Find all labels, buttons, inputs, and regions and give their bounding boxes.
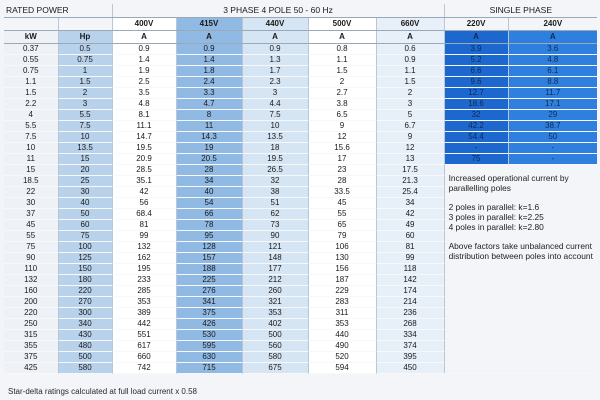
table-cell: 6.7 [376, 121, 444, 132]
table-cell: 355 [4, 341, 58, 352]
table-cell: 425 [4, 363, 58, 374]
unit-header: A [376, 31, 444, 44]
table-cell: 23 [308, 165, 376, 176]
table-cell: 0.8 [308, 44, 376, 55]
table-cell: 480 [58, 341, 112, 352]
table-cell: 580 [58, 363, 112, 374]
table-cell: 440 [308, 330, 376, 341]
table-cell: 1.1 [376, 66, 444, 77]
table-cell: 1.1 [4, 77, 58, 88]
table-cell: 0.9 [242, 44, 308, 55]
note-increased-current: Increased operational current by parallelling poles [448, 173, 569, 193]
table-cell: 285 [112, 286, 176, 297]
parallel-poles-note [444, 165, 597, 374]
table-cell: 0.5 [58, 44, 112, 55]
table-cell: 18 [242, 143, 308, 154]
blank-header [58, 18, 112, 31]
table-cell: 13.5 [242, 132, 308, 143]
table-cell: 212 [242, 275, 308, 286]
table-cell: 15 [4, 165, 58, 176]
table-cell: 142 [376, 275, 444, 286]
table-cell: 3.8 [308, 99, 376, 110]
table-cell: 3 [242, 88, 308, 99]
table-cell: 268 [376, 319, 444, 330]
table-cell: 10 [58, 132, 112, 143]
parallel-factor-line: 3 poles in parallel: k=2.25 [448, 212, 544, 222]
table-cell: 28.5 [112, 165, 176, 176]
table-cell: 580 [242, 352, 308, 363]
table-cell: 40 [58, 198, 112, 209]
table-cell: 54 [176, 198, 242, 209]
table-cell: 45 [308, 198, 376, 209]
table-cell: 1.4 [176, 55, 242, 66]
table-cell: 225 [176, 275, 242, 286]
table-cell: 0.75 [4, 66, 58, 77]
table-cell: 17 [308, 154, 376, 165]
table-cell: 51 [242, 198, 308, 209]
table-cell: 13 [376, 154, 444, 165]
table-cell: 1 [58, 66, 112, 77]
table-cell: 15.6 [308, 143, 376, 154]
table-cell: 1.5 [4, 88, 58, 99]
table-cell: - [508, 154, 597, 165]
table-cell: 17.1 [508, 99, 597, 110]
table-cell: 32 [242, 176, 308, 187]
table-cell: 90 [4, 253, 58, 264]
table-cell: 19.5 [112, 143, 176, 154]
table-cell: 0.6 [376, 44, 444, 55]
table-cell: 2 [308, 77, 376, 88]
rated-power-header: RATED POWER [4, 4, 112, 18]
unit-header: A [508, 31, 597, 44]
table-cell: 1.8 [176, 66, 242, 77]
table-cell: 6.6 [444, 66, 508, 77]
table-cell: 5 [376, 110, 444, 121]
table-cell: 34 [176, 176, 242, 187]
table-cell: - [508, 143, 597, 154]
table-cell: 30 [4, 198, 58, 209]
table-cell: 38.7 [508, 121, 597, 132]
table-cell: 0.55 [4, 55, 58, 66]
table-cell: 4 [4, 110, 58, 121]
table-cell: 18.6 [444, 99, 508, 110]
table-cell: 500 [58, 352, 112, 363]
table-cell: 78 [176, 220, 242, 231]
table-cell: 11.1 [112, 121, 176, 132]
voltage-header: 440V [242, 18, 308, 31]
table-cell: 12 [308, 132, 376, 143]
parallel-factor-line: 2 poles in parallel: k=1.6 [448, 202, 540, 212]
table-cell: 21.3 [376, 176, 444, 187]
voltage-header: 240V [508, 18, 597, 31]
table-cell: 1.1 [308, 55, 376, 66]
table-cell: 45 [4, 220, 58, 231]
table-cell: 2.3 [242, 77, 308, 88]
table-cell: 75 [444, 154, 508, 165]
table-cell: 430 [58, 330, 112, 341]
unit-header: A [444, 31, 508, 44]
table-cell: 79 [308, 231, 376, 242]
table-cell: 340 [58, 319, 112, 330]
table-cell: 530 [176, 330, 242, 341]
single-phase-header: SINGLE PHASE [444, 4, 597, 18]
table-cell: 15 [58, 154, 112, 165]
table-cell: 4.8 [508, 55, 597, 66]
table-cell: 28 [308, 176, 376, 187]
table-cell: 1.5 [308, 66, 376, 77]
table-cell: 3.6 [508, 44, 597, 55]
table-row [4, 132, 597, 143]
table-cell: 4.4 [242, 99, 308, 110]
table-cell: 29 [508, 110, 597, 121]
table-cell: 742 [112, 363, 176, 374]
table-cell: 389 [112, 308, 176, 319]
table-cell: 402 [242, 319, 308, 330]
table-cell: 2.5 [112, 77, 176, 88]
table-row [4, 154, 597, 165]
table-cell: 68.4 [112, 209, 176, 220]
table-cell: 73 [242, 220, 308, 231]
table-cell: 38 [242, 187, 308, 198]
table-row [4, 55, 597, 66]
table-cell: 11 [4, 154, 58, 165]
table-cell: 220 [4, 308, 58, 319]
table-cell: 1.7 [242, 66, 308, 77]
table-cell: 4.8 [112, 99, 176, 110]
table-cell: 150 [58, 264, 112, 275]
table-row [4, 165, 597, 176]
table-cell: 90 [242, 231, 308, 242]
table-cell: 214 [376, 297, 444, 308]
table-cell: 4.7 [176, 99, 242, 110]
table-cell: 17.5 [376, 165, 444, 176]
table-cell: 19.5 [242, 154, 308, 165]
table-cell: 14.7 [112, 132, 176, 143]
table-cell: 32 [444, 110, 508, 121]
table-cell: 28 [176, 165, 242, 176]
table-cell: 321 [242, 297, 308, 308]
unit-header: A [308, 31, 376, 44]
table-cell: 315 [4, 330, 58, 341]
table-cell: 34 [376, 198, 444, 209]
table-cell: 3 [58, 99, 112, 110]
table-cell: 9 [376, 132, 444, 143]
table-cell: 500 [242, 330, 308, 341]
table-cell: 30 [58, 187, 112, 198]
table-cell: 2.2 [4, 99, 58, 110]
unit-header: A [242, 31, 308, 44]
table-cell: 375 [176, 308, 242, 319]
table-cell: 594 [308, 363, 376, 374]
table-cell: 157 [176, 253, 242, 264]
table-cell: 99 [376, 253, 444, 264]
table-cell: 174 [376, 286, 444, 297]
table-cell: 233 [112, 275, 176, 286]
unit-header: Hp [58, 31, 112, 44]
table-cell: 160 [4, 286, 58, 297]
table-cell: 353 [308, 319, 376, 330]
table-cell: 660 [112, 352, 176, 363]
table-cell: 353 [112, 297, 176, 308]
table-row [4, 110, 597, 121]
table-cell: 3.5 [112, 88, 176, 99]
table-cell: 1.9 [112, 66, 176, 77]
table-cell: 715 [176, 363, 242, 374]
table-row [4, 44, 597, 55]
table-cell: 25 [58, 176, 112, 187]
table-cell: 18.5 [4, 176, 58, 187]
table-cell: 229 [308, 286, 376, 297]
table-cell: 200 [4, 297, 58, 308]
table-cell: 595 [176, 341, 242, 352]
table-cell: 8.8 [508, 77, 597, 88]
table-cell: 375 [4, 352, 58, 363]
table-cell: 617 [112, 341, 176, 352]
table-cell: 195 [112, 264, 176, 275]
footnote: Star-delta ratings calculated at full load current x 0.58 [8, 387, 197, 396]
table-cell: 40 [176, 187, 242, 198]
table-cell: 19 [176, 143, 242, 154]
table-cell: 7.5 [4, 132, 58, 143]
table-cell: 260 [242, 286, 308, 297]
table-cell: - [444, 143, 508, 154]
table-cell: 0.9 [176, 44, 242, 55]
table-cell: 300 [58, 308, 112, 319]
table-cell: 128 [176, 242, 242, 253]
table-cell: 0.75 [58, 55, 112, 66]
unit-header: kW [4, 31, 58, 44]
table-cell: 6.1 [508, 66, 597, 77]
table-cell: 148 [242, 253, 308, 264]
table-row [4, 77, 597, 88]
table-cell: 42 [376, 209, 444, 220]
table-cell: 25.4 [376, 187, 444, 198]
table-cell: 60 [58, 220, 112, 231]
table-cell: 20.5 [176, 154, 242, 165]
table-cell: 66 [176, 209, 242, 220]
table-cell: 11.7 [508, 88, 597, 99]
table-cell: 283 [308, 297, 376, 308]
table-cell: 220 [58, 286, 112, 297]
table-cell: 22 [4, 187, 58, 198]
table-cell: 5.5 [58, 110, 112, 121]
table-cell: 5.5 [4, 121, 58, 132]
table-cell: 270 [58, 297, 112, 308]
table-cell: 26.5 [242, 165, 308, 176]
table-cell: 42 [112, 187, 176, 198]
table-cell: 2.7 [308, 88, 376, 99]
table-cell: 42.2 [444, 121, 508, 132]
table-cell: 60 [376, 231, 444, 242]
table-cell: 54.4 [444, 132, 508, 143]
table-cell: 132 [4, 275, 58, 286]
table-cell: 162 [112, 253, 176, 264]
table-cell: 12 [376, 143, 444, 154]
parallel-factor-line: 4 poles in parallel: k=2.80 [448, 222, 544, 232]
table-cell: 95 [176, 231, 242, 242]
table-cell: 0.37 [4, 44, 58, 55]
table-row [4, 143, 597, 154]
note-unbalanced-distribution: Above factors take unbalanced current distribution between poles into account [448, 241, 593, 261]
table-cell: 12.7 [444, 88, 508, 99]
table-cell: 132 [112, 242, 176, 253]
voltage-header: 500V [308, 18, 376, 31]
unit-header: A [112, 31, 176, 44]
table-cell: 156 [308, 264, 376, 275]
table-cell: 442 [112, 319, 176, 330]
table-cell: 1.5 [58, 77, 112, 88]
table-cell: 1.3 [242, 55, 308, 66]
table-cell: 250 [4, 319, 58, 330]
table-cell: 130 [308, 253, 376, 264]
table-cell: 3.3 [176, 88, 242, 99]
table-cell: 106 [308, 242, 376, 253]
table-cell: 37 [4, 209, 58, 220]
table-cell: 121 [242, 242, 308, 253]
table-cell: 630 [176, 352, 242, 363]
table-cell: 55 [4, 231, 58, 242]
table-cell: 395 [376, 352, 444, 363]
table-cell: 110 [4, 264, 58, 275]
table-cell: 187 [308, 275, 376, 286]
table-cell: 675 [242, 363, 308, 374]
table-cell: 341 [176, 297, 242, 308]
table-cell: 33.5 [308, 187, 376, 198]
table-cell: 125 [58, 253, 112, 264]
table-cell: 14.3 [176, 132, 242, 143]
table-cell: 426 [176, 319, 242, 330]
three-phase-header: 3 PHASE 4 POLE 50 - 60 Hz [112, 4, 444, 18]
table-cell: 13.5 [58, 143, 112, 154]
table-cell: 0.9 [376, 55, 444, 66]
table-cell: 311 [308, 308, 376, 319]
motor-ratings-table [4, 4, 597, 374]
voltage-header: 400V [112, 18, 176, 31]
table-cell: 520 [308, 352, 376, 363]
table-cell: 3 [376, 99, 444, 110]
table-cell: 1.4 [112, 55, 176, 66]
note-parallel-factors [449, 202, 594, 232]
table-cell: 11 [176, 121, 242, 132]
table-cell: 560 [242, 341, 308, 352]
table-cell: 276 [176, 286, 242, 297]
table-cell: 2 [376, 88, 444, 99]
table-cell: 8.1 [112, 110, 176, 121]
table-cell: 10 [242, 121, 308, 132]
voltage-header: 415V [176, 18, 242, 31]
table-cell: 551 [112, 330, 176, 341]
table-cell: 100 [58, 242, 112, 253]
table-cell: 20.9 [112, 154, 176, 165]
table-cell: 56 [112, 198, 176, 209]
table-cell: 236 [376, 308, 444, 319]
table-cell: 81 [112, 220, 176, 231]
table-cell: 374 [376, 341, 444, 352]
table-cell: 2.4 [176, 77, 242, 88]
blank-header [4, 18, 58, 31]
table-cell: 20 [58, 165, 112, 176]
table-cell: 7.5 [58, 121, 112, 132]
table-cell: 3.9 [444, 44, 508, 55]
voltage-header: 660V [376, 18, 444, 31]
table-cell: 9 [308, 121, 376, 132]
table-cell: 9.6 [444, 77, 508, 88]
table-cell: 65 [308, 220, 376, 231]
table-cell: 50 [508, 132, 597, 143]
voltage-header: 220V [444, 18, 508, 31]
table-cell: 99 [112, 231, 176, 242]
table-cell: 0.9 [112, 44, 176, 55]
table-cell: 180 [58, 275, 112, 286]
table-cell: 353 [242, 308, 308, 319]
table-cell: 10 [4, 143, 58, 154]
table-cell: 81 [376, 242, 444, 253]
table-cell: 490 [308, 341, 376, 352]
table-row [4, 88, 597, 99]
table-cell: 334 [376, 330, 444, 341]
table-row [4, 66, 597, 77]
table-cell: 7.5 [242, 110, 308, 121]
unit-header: A [176, 31, 242, 44]
table-cell: 450 [376, 363, 444, 374]
table-cell: 49 [376, 220, 444, 231]
table-cell: 50 [58, 209, 112, 220]
table-cell: 177 [242, 264, 308, 275]
table-cell: 35.1 [112, 176, 176, 187]
table-cell: 6.5 [308, 110, 376, 121]
table-cell: 118 [376, 264, 444, 275]
table-cell: 2 [58, 88, 112, 99]
table-cell: 8 [176, 110, 242, 121]
table-cell: 5.2 [444, 55, 508, 66]
table-cell: 75 [4, 242, 58, 253]
table-cell: 188 [176, 264, 242, 275]
table-cell: 1.5 [376, 77, 444, 88]
table-cell: 75 [58, 231, 112, 242]
table-cell: 55 [308, 209, 376, 220]
table-row [4, 121, 597, 132]
table-cell: 62 [242, 209, 308, 220]
table-row [4, 99, 597, 110]
